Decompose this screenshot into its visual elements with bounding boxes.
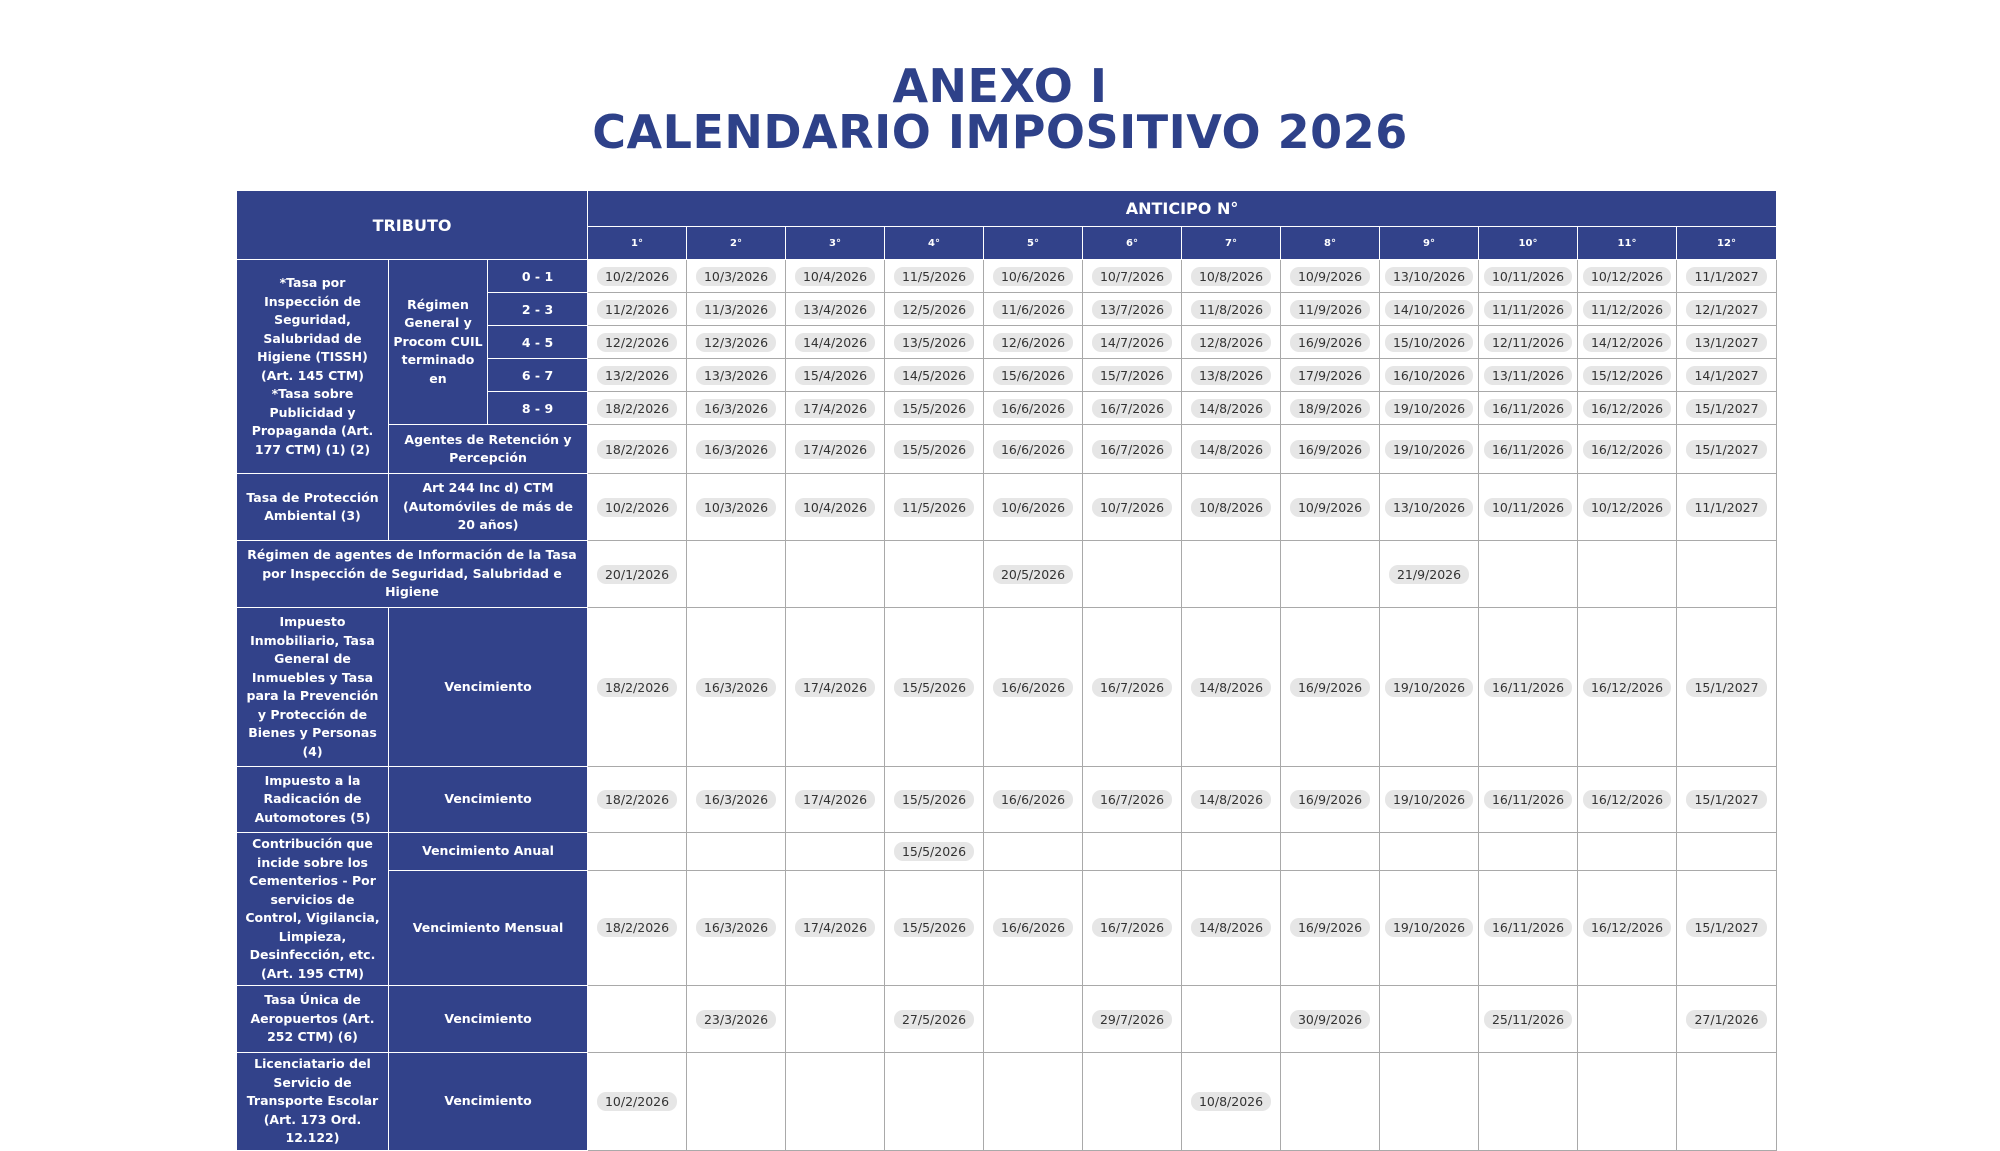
due-date: 13/10/2026: [1385, 267, 1473, 286]
due-date: 10/4/2026: [795, 498, 875, 517]
vencimiento-label: Vencimiento: [389, 986, 588, 1053]
due-date: 19/10/2026: [1385, 790, 1473, 809]
due-date: 16/11/2026: [1484, 790, 1572, 809]
header-row-top: [237, 191, 1777, 227]
vencimiento-label: Vencimiento: [389, 767, 588, 833]
anticipo-header: ANTICIPO N°: [588, 191, 1777, 227]
due-date: 11/11/2026: [1484, 300, 1572, 319]
due-date: 16/10/2026: [1385, 366, 1473, 385]
due-date: 15/1/2027: [1686, 678, 1766, 697]
table-row: [237, 474, 1777, 541]
due-date: 16/7/2026: [1092, 918, 1172, 937]
due-date: 14/8/2026: [1191, 918, 1271, 937]
due-date: 10/12/2026: [1583, 498, 1671, 517]
due-date: 13/4/2026: [795, 300, 875, 319]
anticipo-number: 12°: [1677, 227, 1777, 260]
due-date: 11/9/2026: [1290, 300, 1370, 319]
due-date: 14/8/2026: [1191, 790, 1271, 809]
due-date: 11/3/2026: [696, 300, 776, 319]
due-date: 15/7/2026: [1092, 366, 1172, 385]
due-date: 16/3/2026: [696, 790, 776, 809]
cuil-termination: 2 - 3: [488, 293, 588, 326]
due-date: 16/9/2026: [1290, 790, 1370, 809]
due-date: 14/8/2026: [1191, 678, 1271, 697]
regimen-general-label: Régimen General y Procom CUIL terminado en: [389, 260, 488, 425]
due-date: 15/4/2026: [795, 366, 875, 385]
due-date: 17/4/2026: [795, 790, 875, 809]
automotores-label: Impuesto a la Radicación de Automotores (5): [237, 767, 389, 833]
due-date: 16/6/2026: [993, 678, 1073, 697]
transporte-escolar-label: Licenciatario del Servicio de Transporte Escolar (Art. 173 Ord. 12.122): [237, 1053, 389, 1151]
due-date: 16/6/2026: [993, 440, 1073, 459]
due-date: 16/12/2026: [1583, 918, 1671, 937]
cuil-termination: 4 - 5: [488, 326, 588, 359]
due-date: 13/5/2026: [894, 333, 974, 352]
table-row: [237, 833, 1777, 871]
anticipo-number: 8°: [1281, 227, 1380, 260]
due-date: 16/12/2026: [1583, 440, 1671, 459]
due-date: 10/4/2026: [795, 267, 875, 286]
due-date: 15/5/2026: [894, 399, 974, 418]
due-date: 13/3/2026: [696, 366, 776, 385]
due-date: 16/7/2026: [1092, 440, 1172, 459]
proteccion-ambiental-label: Tasa de Protección Ambiental (3): [237, 474, 389, 541]
due-date: 10/9/2026: [1290, 267, 1370, 286]
due-date: 18/2/2026: [597, 440, 677, 459]
due-date: 13/10/2026: [1385, 498, 1473, 517]
anticipo-number: 4°: [885, 227, 984, 260]
due-date: 10/9/2026: [1290, 498, 1370, 517]
due-date: 14/7/2026: [1092, 333, 1172, 352]
due-date: 15/1/2027: [1686, 790, 1766, 809]
due-date: 18/2/2026: [597, 678, 677, 697]
tax-calendar-table: [236, 190, 1777, 1151]
due-date: 10/2/2026: [597, 1092, 677, 1111]
vencimiento-label: Vencimiento: [389, 608, 588, 767]
anticipo-number: 1°: [588, 227, 687, 260]
due-date: 16/6/2026: [993, 790, 1073, 809]
anticipo-number: 6°: [1083, 227, 1182, 260]
tributo-header: TRIBUTO: [237, 191, 588, 260]
vencimiento-label: Vencimiento: [389, 1053, 588, 1151]
due-date: 10/11/2026: [1484, 498, 1572, 517]
due-date: 16/12/2026: [1583, 678, 1671, 697]
due-date: 16/9/2026: [1290, 678, 1370, 697]
due-date: 11/5/2026: [894, 498, 974, 517]
due-date: 16/3/2026: [696, 440, 776, 459]
due-date: 15/5/2026: [894, 440, 974, 459]
due-date: 16/9/2026: [1290, 333, 1370, 352]
due-date: 11/1/2027: [1686, 267, 1766, 286]
due-date: 11/12/2026: [1583, 300, 1671, 319]
due-date: 13/7/2026: [1092, 300, 1172, 319]
vencimiento-anual-label: Vencimiento Anual: [389, 833, 588, 871]
page-title-line-1: ANEXO I: [892, 59, 1108, 113]
due-date: 13/11/2026: [1484, 366, 1572, 385]
due-date: 30/9/2026: [1290, 1010, 1370, 1029]
due-date: 19/10/2026: [1385, 440, 1473, 459]
anticipo-number: 5°: [984, 227, 1083, 260]
due-date: 16/7/2026: [1092, 790, 1172, 809]
due-date: 12/3/2026: [696, 333, 776, 352]
due-date: 16/11/2026: [1484, 918, 1572, 937]
due-date: 16/6/2026: [993, 918, 1073, 937]
due-date: 16/3/2026: [696, 918, 776, 937]
regimen-informacion-label: Régimen de agentes de Información de la Tasa por Inspección de Seguridad, Salubridad e Higiene: [237, 541, 588, 608]
table-row: [237, 425, 1777, 474]
due-date: 11/2/2026: [597, 300, 677, 319]
due-date: 15/5/2026: [894, 790, 974, 809]
due-date: 14/8/2026: [1191, 399, 1271, 418]
due-date: 15/5/2026: [894, 678, 974, 697]
table-row: [237, 260, 1777, 293]
due-date: 19/10/2026: [1385, 918, 1473, 937]
due-date: 12/8/2026: [1191, 333, 1271, 352]
cuil-termination: 6 - 7: [488, 359, 588, 392]
table-row: [237, 541, 1777, 608]
due-date: 21/9/2026: [1389, 565, 1469, 584]
due-date: 12/2/2026: [597, 333, 677, 352]
due-date: 16/11/2026: [1484, 399, 1572, 418]
due-date: 25/11/2026: [1484, 1010, 1572, 1029]
due-date: 12/1/2027: [1686, 300, 1766, 319]
due-date: 15/1/2027: [1686, 440, 1766, 459]
due-date: 17/4/2026: [795, 918, 875, 937]
due-date: 16/3/2026: [696, 678, 776, 697]
due-date: 16/11/2026: [1484, 678, 1572, 697]
due-date: 15/6/2026: [993, 366, 1073, 385]
due-date: 16/9/2026: [1290, 918, 1370, 937]
due-date: 10/8/2026: [1191, 267, 1271, 286]
due-date: 16/7/2026: [1092, 399, 1172, 418]
due-date: 10/6/2026: [993, 498, 1073, 517]
anticipo-number: 11°: [1578, 227, 1677, 260]
due-date: 14/12/2026: [1583, 333, 1671, 352]
due-date: 12/11/2026: [1484, 333, 1572, 352]
table-row: [237, 986, 1777, 1053]
due-date: 29/7/2026: [1092, 1010, 1172, 1029]
due-date: 16/9/2026: [1290, 440, 1370, 459]
due-date: 15/5/2026: [894, 918, 974, 937]
table-row: [237, 870, 1777, 985]
due-date: 23/3/2026: [696, 1010, 776, 1029]
due-date: 14/1/2027: [1686, 366, 1766, 385]
due-date: 10/6/2026: [993, 267, 1073, 286]
agentes-label: Agentes de Retención y Percepción: [389, 425, 588, 474]
due-date: 16/11/2026: [1484, 440, 1572, 459]
inmobiliario-label: Impuesto Inmobiliario, Tasa General de Inmuebles y Tasa para la Prevención y Protección de Bienes y Personas (4): [237, 608, 389, 767]
table-row: [237, 767, 1777, 833]
due-date: 18/9/2026: [1290, 399, 1370, 418]
due-date: 11/1/2027: [1686, 498, 1766, 517]
due-date: 17/4/2026: [795, 440, 875, 459]
due-date: 10/8/2026: [1191, 498, 1271, 517]
due-date: 10/3/2026: [696, 267, 776, 286]
due-date: 16/12/2026: [1583, 790, 1671, 809]
due-date: 10/2/2026: [597, 498, 677, 517]
anticipo-number: 10°: [1479, 227, 1578, 260]
due-date: 18/2/2026: [597, 399, 677, 418]
due-date: 12/6/2026: [993, 333, 1073, 352]
due-date: 10/11/2026: [1484, 267, 1572, 286]
due-date: 14/8/2026: [1191, 440, 1271, 459]
due-date: 15/12/2026: [1583, 366, 1671, 385]
due-date: 15/1/2027: [1686, 918, 1766, 937]
due-date: 19/10/2026: [1385, 399, 1473, 418]
vencimiento-mensual-label: Vencimiento Mensual: [389, 870, 588, 985]
tissh-label: *Tasa por Inspección de Seguridad, Salubridad de Higiene (TISSH) (Art. 145 CTM) *Tasa sobre Publicidad y Propaganda (Art. 177 CTM) (1) (2): [237, 260, 389, 474]
due-date: 16/6/2026: [993, 399, 1073, 418]
due-date: 11/5/2026: [894, 267, 974, 286]
due-date: 13/1/2027: [1686, 333, 1766, 352]
due-date: 10/7/2026: [1092, 498, 1172, 517]
due-date: 27/5/2026: [894, 1010, 974, 1029]
due-date: 13/8/2026: [1191, 366, 1271, 385]
due-date: 17/4/2026: [795, 399, 875, 418]
due-date: 17/9/2026: [1290, 366, 1370, 385]
due-date: 17/4/2026: [795, 678, 875, 697]
due-date: 16/12/2026: [1583, 399, 1671, 418]
page-title-line-2: CALENDARIO IMPOSITIVO 2026: [592, 105, 1408, 159]
due-date: 13/2/2026: [597, 366, 677, 385]
due-date: 14/4/2026: [795, 333, 875, 352]
cementerios-label: Contribución que incide sobre los Cementerios - Por servicios de Control, Vigilancia, Limpieza, Desinfección, etc. (Art. 195 CTM): [237, 833, 389, 986]
due-date: 19/10/2026: [1385, 678, 1473, 697]
due-date: 20/1/2026: [597, 565, 677, 584]
due-date: 16/7/2026: [1092, 678, 1172, 697]
anticipo-number: 2°: [687, 227, 786, 260]
cuil-termination: 8 - 9: [488, 392, 588, 425]
table-row: [237, 608, 1777, 767]
table-row: [237, 1053, 1777, 1151]
due-date: 10/3/2026: [696, 498, 776, 517]
due-date: 15/1/2027: [1686, 399, 1766, 418]
due-date: 15/5/2026: [894, 842, 974, 861]
due-date: 10/8/2026: [1191, 1092, 1271, 1111]
due-date: 27/1/2026: [1686, 1010, 1766, 1029]
due-date: 16/3/2026: [696, 399, 776, 418]
anticipo-number: 3°: [786, 227, 885, 260]
due-date: 10/12/2026: [1583, 267, 1671, 286]
due-date: 10/2/2026: [597, 267, 677, 286]
due-date: 18/2/2026: [597, 918, 677, 937]
anticipo-number: 7°: [1182, 227, 1281, 260]
aeropuertos-label: Tasa Única de Aeropuertos (Art. 252 CTM) (6): [237, 986, 389, 1053]
due-date: 10/7/2026: [1092, 267, 1172, 286]
due-date: 15/10/2026: [1385, 333, 1473, 352]
due-date: 11/8/2026: [1191, 300, 1271, 319]
due-date: 18/2/2026: [597, 790, 677, 809]
due-date: 20/5/2026: [993, 565, 1073, 584]
due-date: 14/10/2026: [1385, 300, 1473, 319]
due-date: 12/5/2026: [894, 300, 974, 319]
cuil-termination: 0 - 1: [488, 260, 588, 293]
art244-label: Art 244 Inc d) CTM (Automóviles de más de 20 años): [389, 474, 588, 541]
due-date: 14/5/2026: [894, 366, 974, 385]
anticipo-number: 9°: [1380, 227, 1479, 260]
due-date: 11/6/2026: [993, 300, 1073, 319]
